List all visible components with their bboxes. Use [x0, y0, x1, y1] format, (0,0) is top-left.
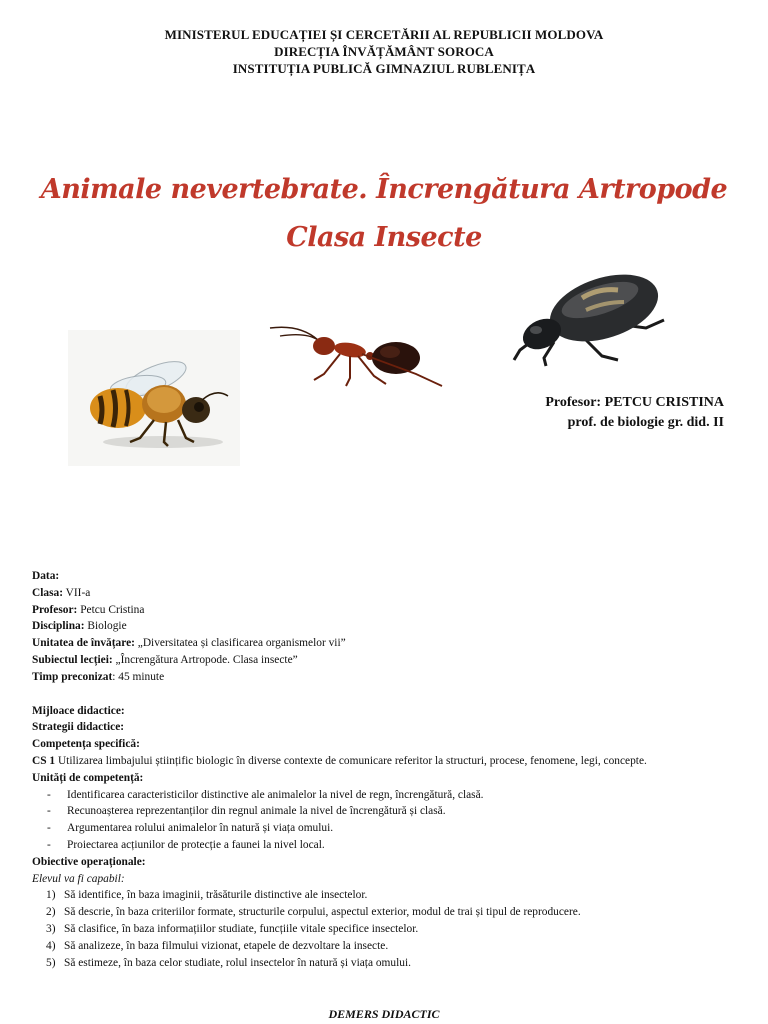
professor-name: Profesor: PETCU CRISTINA: [545, 395, 724, 410]
clasa-label: Clasa:: [32, 586, 64, 599]
lesson-subtitle: Clasa Insecte: [286, 222, 482, 253]
obiective-label: Obiective operaționale:: [32, 855, 146, 868]
profesor-row: [32, 602, 742, 619]
clasa-row: [32, 585, 742, 602]
cs-row: [32, 753, 742, 770]
subiectul-label: Subiectul lecției:: [32, 653, 113, 666]
directorate-line: DIRECȚIA ÎNVĂȚĂMÂNT SOROCA: [274, 44, 494, 59]
competenta-row: [32, 736, 742, 753]
cs-value: Utilizarea limbajului științific biologic în diverse contexte de comunicare referitor la structuri, procese, fenomene, legi, concepte.: [55, 754, 647, 767]
timp-row: [32, 669, 742, 686]
unitati-item: - Recunoașterea reprezentanților din regnul animale la nivel de încrengătură și clasă.: [47, 805, 446, 818]
clasa-value: VII-a: [63, 586, 91, 599]
strategii-row: [32, 719, 742, 736]
mijloace-row: [32, 703, 742, 720]
school-line: INSTITUȚIA PUBLICĂ GIMNAZIUL RUBLENIȚA: [232, 61, 536, 76]
unitatea-value: „Diversitatea și clasificarea organismelor vii”: [134, 637, 346, 650]
lesson-details: [32, 568, 742, 971]
timp-label: Timp preconizat: [32, 670, 113, 683]
demers-heading: DEMERS DIDACTIC: [328, 1007, 440, 1021]
mijloace-label: Mijloace didactice:: [32, 704, 125, 717]
ministry-line: MINISTERUL EDUCAȚIEI ȘI CERCETĂRII AL REPUBLICII MOLDOVA: [164, 27, 604, 42]
lesson-title: Animale nevertebrate. Încrengătura Artropode: [40, 174, 728, 205]
obiective-row: [32, 854, 742, 871]
disciplina-value: Biologie: [84, 620, 127, 633]
obiectiv-item: 5) Să estimeze, în baza celor studiate, rolul insectelor în natură și viața omului.: [46, 956, 411, 969]
unitati-item: - Proiectarea acțiunilor de protecție a faunei la nivel local.: [47, 838, 325, 851]
unitati-label: Unități de competență:: [32, 771, 144, 784]
strategii-label: Strategii didactice:: [32, 721, 125, 734]
subiectul-row: [32, 652, 742, 669]
subiectul-value: „Încrengătura Artropode. Clasa insecte”: [112, 653, 298, 666]
timp-value: : 45 minute: [112, 670, 165, 683]
bee-image: [68, 330, 240, 466]
obiectiv-item: 1) Să identifice, în baza imaginii, trăsăturile distinctive ale insectelor.: [46, 889, 368, 902]
obiectiv-item: 3) Să clasifice, în baza informațiilor studiate, funcțiile vitale specifice insectelor.: [46, 922, 419, 935]
profesor-label: Profesor:: [32, 603, 78, 616]
unitati-row: [32, 770, 742, 787]
unitatea-row: [32, 635, 742, 652]
unitatea-label: Unitatea de învățare:: [32, 637, 135, 650]
disciplina-label: Disciplina:: [32, 620, 85, 633]
obiectiv-item: 4) Să analizeze, în baza filmului vizionat, etapele de dezvoltare la insecte.: [46, 939, 389, 952]
data-row: [32, 568, 742, 585]
profesor-value: Petcu Cristina: [77, 603, 145, 616]
cs-label: CS 1: [32, 754, 56, 767]
competenta-label: Competența specifică:: [32, 738, 140, 751]
ant-image: [266, 318, 446, 390]
obiectiv-item: 2) Să descrie, în baza criteriilor formate, structurile corpului, aspectul exterior, modul de trai și tipul de reproducere.: [46, 906, 581, 919]
data-label: Data:: [32, 570, 60, 582]
unitati-item: - Argumentarea rolului animalelor în natură și viața omului.: [47, 822, 334, 835]
institution-header: [0, 26, 768, 77]
elevul-line: Elevul va fi capabil:: [32, 872, 125, 885]
unitati-item: - Identificarea caracteristicilor distinctive ale animalelor la nivel de regn, încrengătură, clasă.: [47, 788, 484, 801]
beetle-image: [506, 268, 666, 368]
disciplina-row: [32, 618, 742, 635]
professor-degree: prof. de biologie gr. did. II: [567, 415, 724, 430]
